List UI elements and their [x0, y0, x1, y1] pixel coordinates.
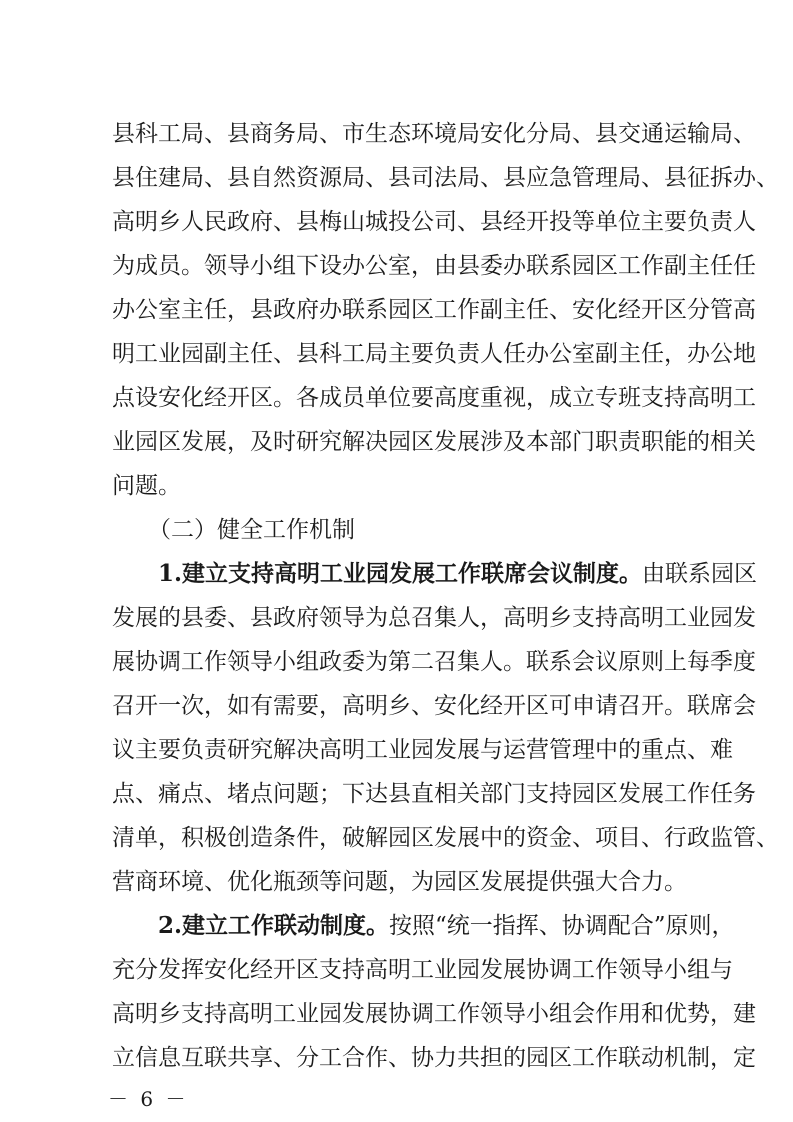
- line-text: 展协调工作领导小组政委为第二召集人。联系会议原则上每季度: [112, 649, 756, 675]
- line-text: 点设安化经开区。各成员单位要高度重视，成立专班支持高明工: [112, 385, 756, 411]
- paragraph-line: [0, 332, 793, 376]
- line-text: 高明乡支持高明工业园发展协调工作领导小组会作用和优势，建: [112, 1001, 756, 1027]
- line-text: 召开一次，如有需要，高明乡、安化经开区可申请召开。联席会: [112, 693, 756, 719]
- paragraph-line: [0, 772, 793, 816]
- paragraph-line: [0, 112, 793, 156]
- paragraph-line: [0, 1036, 793, 1080]
- paragraph-line: [0, 816, 793, 860]
- item-2-first-line: [0, 904, 793, 948]
- paragraph-line: [0, 596, 793, 640]
- line-text: 问题。: [112, 473, 181, 499]
- page-number: － 6 －: [108, 1087, 189, 1111]
- line-text: 清单，积极创造条件，破解园区发展中的资金、项目、行政监管、: [112, 825, 779, 851]
- item-1-first-line: [0, 552, 793, 596]
- section-heading-text: （二）健全工作机制: [148, 517, 355, 543]
- paragraph-line: [0, 464, 793, 508]
- paragraph-line: [0, 948, 793, 992]
- line-text: 点、痛点、堵点问题；下达县直相关部门支持园区发展工作任务: [112, 781, 756, 807]
- line-text: 明工业园副主任、县科工局主要负责人任办公室副主任，办公地: [112, 341, 756, 367]
- line-text: 为成员。领导小组下设办公室，由县委办联系园区工作副主任任: [112, 253, 756, 279]
- paragraph-line: [0, 244, 793, 288]
- paragraph-line: [0, 288, 793, 332]
- line-text: 高明乡人民政府、县梅山城投公司、县经开投等单位主要负责人: [112, 209, 756, 235]
- paragraph-line: [0, 728, 793, 772]
- item-2-first-line-rest: 按照“统一指挥、协调配合”原则，: [389, 913, 735, 939]
- line-text: 业园区发展，及时研究解决园区发展涉及本部门职责职能的相关: [112, 429, 756, 455]
- line-text: 发展的县委、县政府领导为总召集人，高明乡支持高明工业园发: [112, 605, 756, 631]
- paragraph-line: [0, 992, 793, 1036]
- paragraph-line: [0, 684, 793, 728]
- paragraph-line: [0, 860, 793, 904]
- line-text: 办公室主任，县政府办联系园区工作副主任、安化经开区分管高: [112, 297, 756, 323]
- line-text: 充分发挥安化经开区支持高明工业园发展协调工作领导小组与: [112, 957, 733, 983]
- paragraph-line: [0, 640, 793, 684]
- paragraph-line: [0, 156, 793, 200]
- item-2-title: 2.建立工作联动制度。: [158, 912, 390, 939]
- line-text: 议主要负责研究解决高明工业园发展与运营管理中的重点、难: [112, 737, 733, 763]
- section-heading: [0, 508, 793, 552]
- item-1-title: 1.建立支持高明工业园发展工作联席会议制度。: [158, 560, 643, 587]
- paragraph-line: [0, 376, 793, 420]
- paragraph-line: [0, 200, 793, 244]
- paragraph-line: [0, 420, 793, 464]
- line-text: 营商环境、优化瓶颈等问题，为园区发展提供强大合力。: [112, 869, 687, 895]
- line-text: 县住建局、县自然资源局、县司法局、县应急管理局、县征拆办、: [112, 165, 779, 191]
- line-text: 立信息互联共享、分工合作、协力共担的园区工作联动机制，定: [112, 1045, 756, 1071]
- item-1-first-line-rest: 由联系园区: [642, 561, 758, 587]
- line-text: 县科工局、县商务局、市生态环境局安化分局、县交通运输局、: [112, 121, 756, 147]
